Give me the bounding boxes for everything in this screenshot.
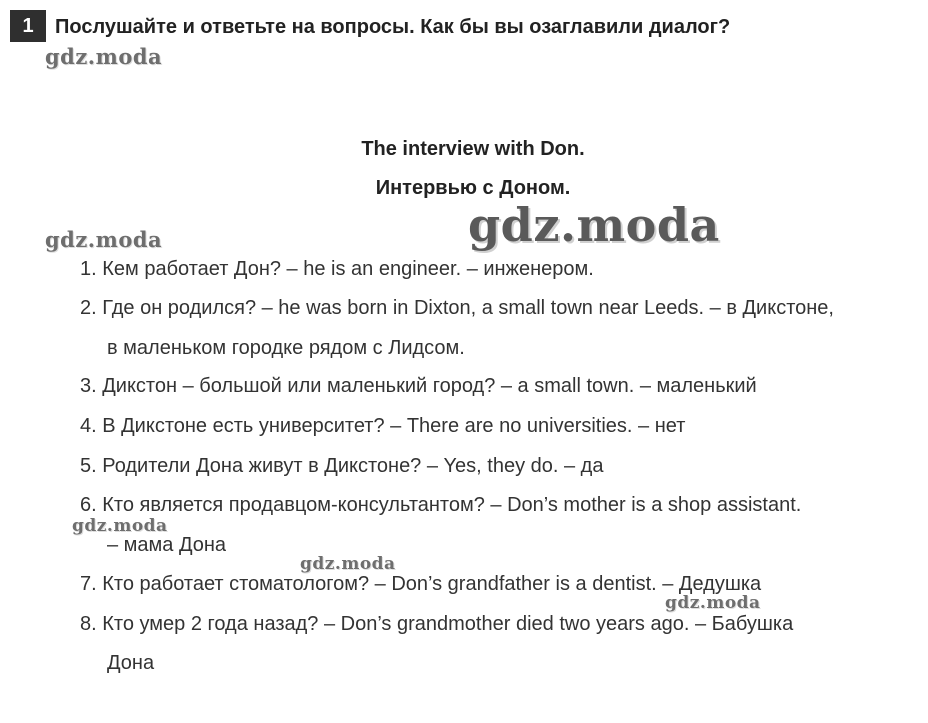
qa-line: 7. Кто работает стоматологом? – Don’s grandfather is a dentist. – Дедушка [80, 573, 762, 595]
qa-line: 4. В Дикстоне есть университет? – There are no universities. – нет [80, 415, 686, 437]
qa-line: 8. Кто умер 2 года назад? – Don’s grandmother died two years ago. – Бабушка [80, 613, 794, 635]
qa-line: 5. Родители Дона живут в Дикстоне? – Yes, they do. – да [80, 455, 604, 477]
watermark-logo: gdz.moda [72, 516, 168, 536]
dialog-title-russian: Интервью с Доном. [375, 177, 571, 199]
qa-line: 6. Кто является продавцом-консультантом? – Don’s mother is a shop assistant. [80, 494, 802, 516]
watermark-logo: gdz.moda [665, 593, 761, 613]
watermark-logo: gdz.moda [468, 198, 720, 252]
qa-line: Дона [107, 652, 155, 674]
qa-line: в маленьком городке рядом с Лидсом. [107, 337, 465, 359]
watermark-logo: gdz.moda [45, 227, 163, 252]
qa-line: – мама Дона [107, 534, 227, 556]
qa-line: 1. Кем работает Дон? – he is an engineer. – инженером. [80, 258, 594, 280]
qa-line: 2. Где он родился? – he was born in Dixton, a small town near Leeds. – в Дикстоне, [80, 297, 834, 319]
watermark-logo: gdz.moda [300, 554, 396, 574]
watermark-logo: gdz.moda [45, 44, 163, 69]
task-number-badge: 1 [10, 10, 46, 42]
task-instruction: Послушайте и ответьте на вопросы. Как бы вы озаглавили диалог? [55, 16, 731, 38]
qa-line: 3. Дикстон – большой или маленький город? – a small town. – маленький [80, 375, 757, 397]
dialog-title-english: The interview with Don. [361, 138, 585, 160]
